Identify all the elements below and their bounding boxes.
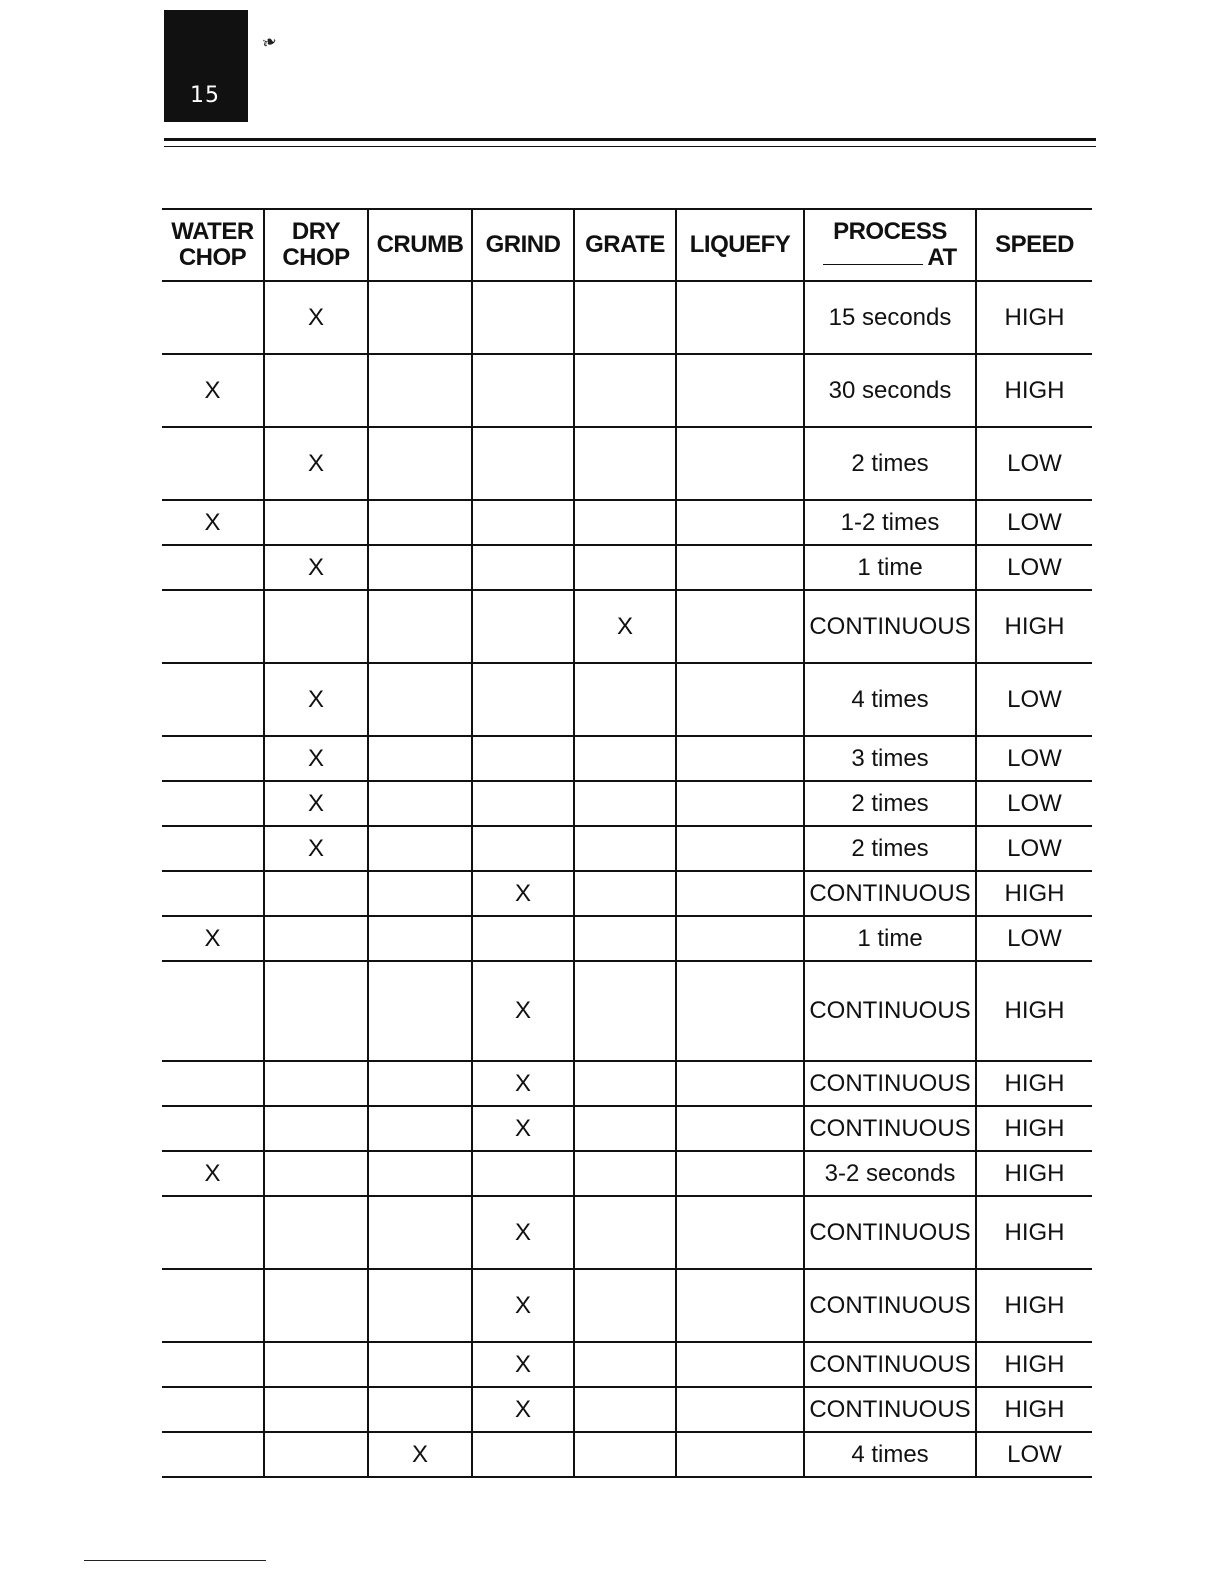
cell-speed — [976, 427, 1092, 500]
cell-grind — [472, 427, 574, 500]
cell-text: HIGH — [1004, 1114, 1065, 1142]
cell-speed — [976, 1387, 1092, 1432]
cell-dry-chop — [264, 354, 368, 427]
cell-crumb — [368, 736, 472, 781]
cell-grind — [472, 871, 574, 916]
cell-grate — [574, 281, 676, 354]
cell-text: 4 times — [851, 685, 929, 713]
table-row — [162, 427, 1092, 500]
cell-crumb — [368, 1106, 472, 1151]
page-number-tab — [164, 10, 248, 122]
cell-crumb — [368, 1196, 472, 1269]
cell-speed — [976, 781, 1092, 826]
cell-process-at — [804, 590, 976, 663]
cell-water-chop — [162, 1196, 264, 1269]
cell-text: X — [514, 1218, 531, 1246]
cell-crumb — [368, 1432, 472, 1477]
cell-process-at — [804, 961, 976, 1061]
table-row — [162, 663, 1092, 736]
cell-text: X — [514, 997, 531, 1024]
cell-water-chop — [162, 961, 264, 1061]
cell-speed — [976, 1432, 1092, 1477]
table-row — [162, 1342, 1092, 1387]
cell-crumb — [368, 1387, 472, 1432]
cell-liquefy — [676, 1196, 804, 1269]
cell-text: X — [514, 1395, 531, 1423]
cell-process-at — [804, 1196, 976, 1269]
table-row — [162, 826, 1092, 871]
cell-dry-chop — [264, 281, 368, 354]
cell-dry-chop — [264, 663, 368, 736]
table-row — [162, 1106, 1092, 1151]
cell-water-chop — [162, 590, 264, 663]
cell-water-chop — [162, 1061, 264, 1106]
cell-grate — [574, 1387, 676, 1432]
cell-dry-chop — [264, 500, 368, 545]
cell-dry-chop — [264, 1387, 368, 1432]
cell-crumb — [368, 826, 472, 871]
cell-text: 2 times — [851, 789, 929, 817]
cell-dry-chop — [264, 590, 368, 663]
cell-text: 1-2 times — [840, 508, 940, 536]
cell-text: CONTINUOUS — [809, 1291, 971, 1319]
cell-speed — [976, 590, 1092, 663]
cell-text: HIGH — [1004, 1218, 1065, 1246]
cell-dry-chop — [264, 871, 368, 916]
cell-dry-chop — [264, 781, 368, 826]
cell-text: 15 seconds — [828, 303, 952, 331]
cell-text: X — [307, 744, 324, 772]
cell-text: HIGH — [1004, 303, 1065, 331]
cell-liquefy — [676, 1432, 804, 1477]
table-row — [162, 1151, 1092, 1196]
cell-water-chop — [162, 736, 264, 781]
cell-text: LOW — [1007, 1440, 1062, 1468]
cell-process-at — [804, 871, 976, 916]
cell-text: CONTINUOUS — [809, 879, 971, 907]
cell-text: LOW — [1007, 508, 1062, 536]
cell-crumb — [368, 1151, 472, 1196]
cell-text: HIGH — [1004, 1291, 1065, 1319]
cell-dry-chop — [264, 1061, 368, 1106]
cell-water-chop — [162, 500, 264, 545]
cell-crumb — [368, 1061, 472, 1106]
cell-grind — [472, 736, 574, 781]
cell-speed — [976, 736, 1092, 781]
header-crumb: CRUMB — [368, 209, 472, 281]
cell-process-at — [804, 545, 976, 590]
cell-crumb — [368, 961, 472, 1061]
cell-crumb — [368, 590, 472, 663]
cell-process-at — [804, 781, 976, 826]
cell-grate — [574, 1342, 676, 1387]
cell-text: HIGH — [1004, 1159, 1065, 1187]
cell-liquefy — [676, 916, 804, 961]
cell-text: LOW — [1007, 789, 1062, 817]
ink-mark-icon: ❧ — [258, 30, 280, 55]
table-row — [162, 1196, 1092, 1269]
cell-dry-chop — [264, 427, 368, 500]
table-row — [162, 354, 1092, 427]
cell-liquefy — [676, 1387, 804, 1432]
cell-text: LOW — [1007, 924, 1062, 952]
cell-grind — [472, 500, 574, 545]
cell-water-chop — [162, 545, 264, 590]
cell-grate — [574, 590, 676, 663]
table-row — [162, 1061, 1092, 1106]
cell-grind — [472, 1151, 574, 1196]
cell-grate — [574, 354, 676, 427]
cell-grind — [472, 1432, 574, 1477]
cell-grind — [472, 1269, 574, 1342]
cell-grind — [472, 1196, 574, 1269]
cell-speed — [976, 871, 1092, 916]
cell-text: X — [514, 879, 531, 907]
cell-text: X — [204, 376, 221, 404]
cell-speed — [976, 961, 1092, 1061]
cell-grate — [574, 1432, 676, 1477]
cell-text: HIGH — [1004, 1350, 1065, 1378]
cell-liquefy — [676, 871, 804, 916]
cell-crumb — [368, 281, 472, 354]
cell-grate — [574, 663, 676, 736]
cell-process-at — [804, 1432, 976, 1477]
cell-grind — [472, 916, 574, 961]
cell-liquefy — [676, 781, 804, 826]
cell-text: X — [514, 1069, 531, 1097]
cell-water-chop — [162, 1432, 264, 1477]
cell-grate — [574, 1061, 676, 1106]
cell-grind — [472, 545, 574, 590]
cell-grind — [472, 590, 574, 663]
cell-text: 1 time — [857, 924, 923, 952]
cell-text: X — [514, 1291, 531, 1319]
cell-text: LOW — [1007, 553, 1062, 581]
cell-liquefy — [676, 281, 804, 354]
cell-text: X — [514, 1350, 531, 1378]
cell-speed — [976, 663, 1092, 736]
cell-text: CONTINUOUS — [809, 1069, 971, 1097]
cell-text: CONTINUOUS — [809, 1114, 971, 1142]
cell-water-chop — [162, 663, 264, 736]
cell-speed — [976, 1269, 1092, 1342]
header-rule-thin — [164, 146, 1096, 147]
cell-grate — [574, 1106, 676, 1151]
header-grind: GRIND — [472, 209, 574, 281]
cell-liquefy — [676, 736, 804, 781]
header-water-chop: WATER CHOP — [162, 209, 264, 281]
cell-grind — [472, 354, 574, 427]
cell-grate — [574, 500, 676, 545]
cell-water-chop — [162, 1342, 264, 1387]
cell-liquefy — [676, 427, 804, 500]
cell-dry-chop — [264, 1106, 368, 1151]
cell-text: X — [411, 1440, 428, 1468]
cell-grate — [574, 961, 676, 1061]
cell-grind — [472, 1106, 574, 1151]
cell-grate — [574, 1269, 676, 1342]
cell-water-chop — [162, 826, 264, 871]
table-row — [162, 916, 1092, 961]
page-number: 15 — [190, 83, 220, 108]
cell-process-at — [804, 427, 976, 500]
cell-speed — [976, 500, 1092, 545]
cell-text: HIGH — [1004, 1395, 1065, 1423]
cell-crumb — [368, 500, 472, 545]
cell-speed — [976, 1106, 1092, 1151]
cell-grate — [574, 916, 676, 961]
cell-process-at — [804, 1151, 976, 1196]
cell-dry-chop — [264, 1151, 368, 1196]
table-row — [162, 1387, 1092, 1432]
cell-text: HIGH — [1004, 1069, 1065, 1097]
cell-liquefy — [676, 545, 804, 590]
cell-crumb — [368, 781, 472, 826]
cell-water-chop — [162, 1106, 264, 1151]
cell-water-chop — [162, 871, 264, 916]
cell-water-chop — [162, 427, 264, 500]
table-row — [162, 1432, 1092, 1477]
cell-text: 2 times — [851, 449, 929, 477]
header-grate: GRATE — [574, 209, 676, 281]
header-speed: SPEED — [976, 209, 1092, 281]
cell-text: HIGH — [1004, 612, 1065, 640]
cell-dry-chop — [264, 826, 368, 871]
cell-process-at — [804, 1342, 976, 1387]
cell-grind — [472, 826, 574, 871]
cell-water-chop — [162, 781, 264, 826]
cell-dry-chop — [264, 1432, 368, 1477]
cell-crumb — [368, 1342, 472, 1387]
cell-grind — [472, 663, 574, 736]
header-process-at: PROCESS AT — [804, 209, 976, 281]
cell-liquefy — [676, 1269, 804, 1342]
cell-text: X — [514, 1114, 531, 1142]
cell-liquefy — [676, 961, 804, 1061]
cell-text: X — [307, 789, 324, 817]
table-row — [162, 871, 1092, 916]
cell-crumb — [368, 871, 472, 916]
cell-process-at — [804, 1387, 976, 1432]
table-header-row — [162, 209, 1092, 281]
cell-speed — [976, 916, 1092, 961]
cell-speed — [976, 281, 1092, 354]
cell-liquefy — [676, 663, 804, 736]
cell-water-chop — [162, 1387, 264, 1432]
cell-grate — [574, 1151, 676, 1196]
cell-liquefy — [676, 354, 804, 427]
cell-text: HIGH — [1004, 997, 1065, 1024]
cell-text: 4 times — [851, 1440, 929, 1468]
cell-crumb — [368, 663, 472, 736]
cell-liquefy — [676, 1342, 804, 1387]
cell-text: 1 time — [857, 553, 923, 581]
cell-text: 3 times — [851, 744, 929, 772]
cell-text: X — [307, 685, 324, 713]
table-row — [162, 281, 1092, 354]
cell-grate — [574, 427, 676, 500]
cell-text: X — [307, 553, 324, 581]
cell-process-at — [804, 354, 976, 427]
cell-process-at — [804, 1061, 976, 1106]
cell-water-chop — [162, 1269, 264, 1342]
cell-crumb — [368, 427, 472, 500]
cell-text: X — [204, 508, 221, 536]
cell-crumb — [368, 1269, 472, 1342]
cell-grate — [574, 826, 676, 871]
cell-water-chop — [162, 354, 264, 427]
table-row — [162, 736, 1092, 781]
cell-text: 2 times — [851, 834, 929, 862]
cell-crumb — [368, 916, 472, 961]
cell-text: X — [307, 449, 324, 477]
cell-dry-chop — [264, 961, 368, 1061]
cell-liquefy — [676, 1061, 804, 1106]
cell-process-at — [804, 281, 976, 354]
table-row — [162, 1269, 1092, 1342]
cell-speed — [976, 1196, 1092, 1269]
header-rule-thick — [164, 138, 1096, 141]
processing-chart-table — [162, 208, 1092, 1478]
cell-dry-chop — [264, 545, 368, 590]
cell-crumb — [368, 354, 472, 427]
cell-text: LOW — [1007, 744, 1062, 772]
cell-water-chop — [162, 281, 264, 354]
cell-water-chop — [162, 1151, 264, 1196]
cell-text: HIGH — [1004, 879, 1065, 907]
cell-dry-chop — [264, 1269, 368, 1342]
cell-grind — [472, 1387, 574, 1432]
cell-crumb — [368, 545, 472, 590]
cell-grate — [574, 871, 676, 916]
cell-text: 30 seconds — [828, 376, 952, 404]
cell-process-at — [804, 663, 976, 736]
cell-grate — [574, 736, 676, 781]
cell-dry-chop — [264, 1342, 368, 1387]
blank-underline — [823, 263, 923, 265]
cell-grind — [472, 1342, 574, 1387]
cell-liquefy — [676, 826, 804, 871]
cell-grind — [472, 281, 574, 354]
cell-speed — [976, 1061, 1092, 1106]
cell-text: LOW — [1007, 834, 1062, 862]
table-row — [162, 781, 1092, 826]
table-row — [162, 500, 1092, 545]
header-liquefy: LIQUEFY — [676, 209, 804, 281]
cell-speed — [976, 545, 1092, 590]
cell-dry-chop — [264, 736, 368, 781]
cell-grate — [574, 545, 676, 590]
cell-text: LOW — [1007, 449, 1062, 477]
cell-text: X — [204, 1159, 221, 1187]
cell-process-at — [804, 1269, 976, 1342]
header-dry-chop: DRY CHOP — [264, 209, 368, 281]
cell-process-at — [804, 916, 976, 961]
cell-speed — [976, 354, 1092, 427]
cell-water-chop — [162, 916, 264, 961]
cell-dry-chop — [264, 1196, 368, 1269]
cell-process-at — [804, 500, 976, 545]
cell-grind — [472, 1061, 574, 1106]
cell-grind — [472, 781, 574, 826]
cell-grate — [574, 1196, 676, 1269]
cell-liquefy — [676, 500, 804, 545]
cell-text: X — [307, 303, 324, 331]
cell-text: CONTINUOUS — [809, 997, 971, 1024]
cell-text: HIGH — [1004, 376, 1065, 404]
cell-text: CONTINUOUS — [809, 1218, 971, 1246]
cell-text: CONTINUOUS — [809, 1350, 971, 1378]
cell-process-at — [804, 736, 976, 781]
table-row — [162, 961, 1092, 1061]
cell-process-at — [804, 1106, 976, 1151]
cell-speed — [976, 1342, 1092, 1387]
table-row — [162, 590, 1092, 663]
cell-speed — [976, 1151, 1092, 1196]
cell-process-at — [804, 826, 976, 871]
cell-liquefy — [676, 590, 804, 663]
cell-liquefy — [676, 1106, 804, 1151]
cell-text: X — [307, 834, 324, 862]
cell-text: X — [204, 924, 221, 952]
cell-liquefy — [676, 1151, 804, 1196]
cell-text: CONTINUOUS — [809, 1395, 971, 1423]
cell-text: X — [616, 612, 633, 640]
cell-grind — [472, 961, 574, 1061]
cell-dry-chop — [264, 916, 368, 961]
cell-text: LOW — [1007, 685, 1062, 713]
cell-grate — [574, 781, 676, 826]
footer-rule — [84, 1560, 266, 1561]
cell-speed — [976, 826, 1092, 871]
cell-text: 3-2 seconds — [824, 1159, 956, 1187]
cell-text: CONTINUOUS — [809, 612, 971, 640]
table-row — [162, 545, 1092, 590]
